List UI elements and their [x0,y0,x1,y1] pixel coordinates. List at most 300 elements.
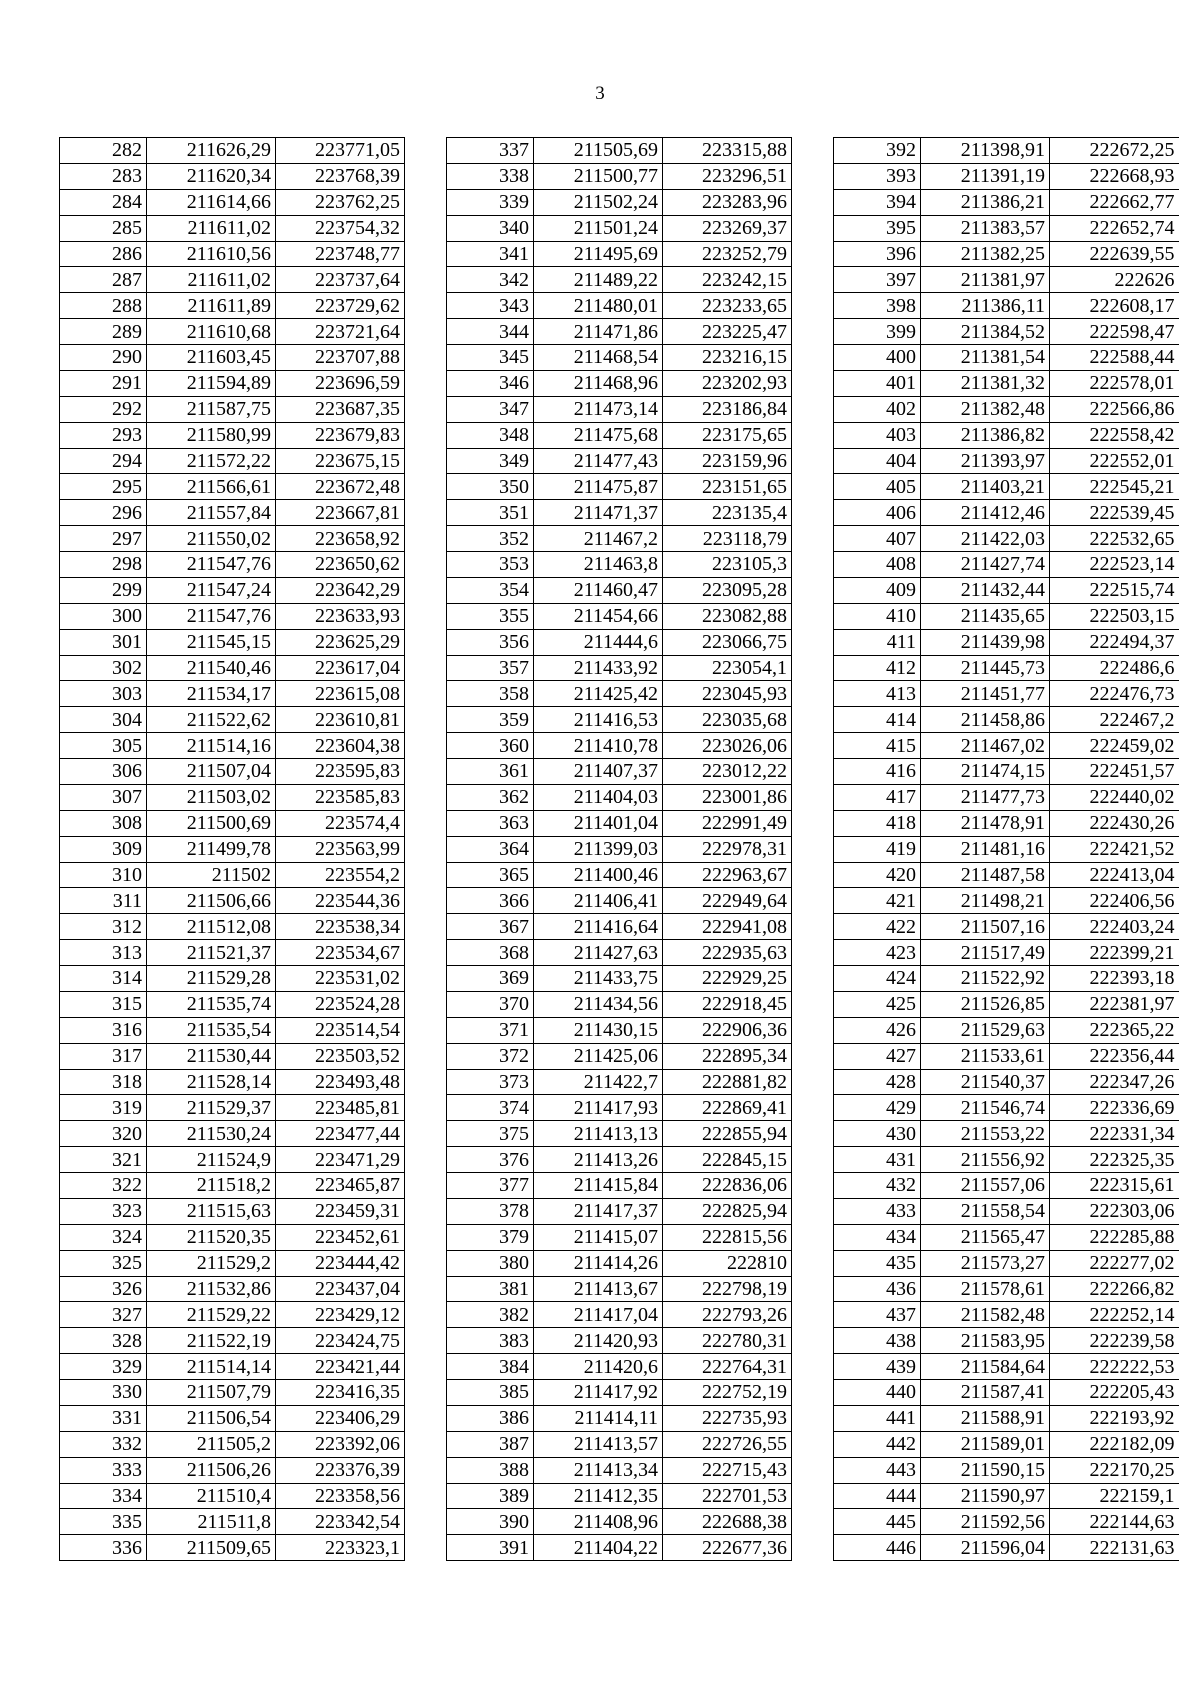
x-coordinate-cell: 211425,42 [534,681,663,707]
table-row [447,345,792,371]
point-number-cell: 403 [834,422,921,448]
y-coordinate-cell: 222406,56 [1050,888,1179,914]
y-coordinate-cell: 222421,52 [1050,836,1179,862]
point-number-cell: 366 [447,888,534,914]
x-coordinate-cell: 211584,64 [921,1354,1050,1380]
table-row [834,267,1179,293]
table-row [447,1017,792,1043]
point-number-cell: 317 [60,1043,147,1069]
x-coordinate-cell: 211413,26 [534,1147,663,1173]
x-coordinate-cell: 211506,66 [147,888,276,914]
point-number-cell: 397 [834,267,921,293]
point-number-cell: 305 [60,733,147,759]
x-coordinate-cell: 211505,2 [147,1431,276,1457]
y-coordinate-cell: 223175,65 [663,422,792,448]
y-coordinate-cell: 222523,14 [1050,552,1179,578]
y-coordinate-cell: 223358,56 [276,1483,405,1509]
y-coordinate-cell: 223514,54 [276,1017,405,1043]
point-number-cell: 435 [834,1250,921,1276]
point-number-cell: 297 [60,526,147,552]
point-number-cell: 326 [60,1276,147,1302]
table-row [447,189,792,215]
y-coordinate-cell: 222963,67 [663,862,792,888]
x-coordinate-cell: 211557,84 [147,500,276,526]
y-coordinate-cell: 222399,21 [1050,940,1179,966]
table-row [447,1224,792,1250]
table-row [60,1069,405,1095]
x-coordinate-cell: 211391,19 [921,163,1050,189]
table-row [60,1483,405,1509]
y-coordinate-cell: 222539,45 [1050,500,1179,526]
y-coordinate-cell: 222715,43 [663,1457,792,1483]
y-coordinate-cell: 222170,25 [1050,1457,1179,1483]
point-number-cell: 425 [834,991,921,1017]
point-number-cell: 432 [834,1173,921,1199]
point-number-cell: 321 [60,1147,147,1173]
table-row [447,1354,792,1380]
table-row [834,526,1179,552]
point-number-cell: 389 [447,1483,534,1509]
y-coordinate-cell: 223342,54 [276,1509,405,1535]
point-number-cell: 345 [447,345,534,371]
x-coordinate-cell: 211587,41 [921,1380,1050,1406]
point-number-cell: 357 [447,655,534,681]
table-row [60,345,405,371]
x-coordinate-cell: 211406,41 [534,888,663,914]
x-coordinate-cell: 211583,95 [921,1328,1050,1354]
table-row [834,1483,1179,1509]
point-number-cell: 283 [60,163,147,189]
point-number-cell: 388 [447,1457,534,1483]
x-coordinate-cell: 211481,16 [921,836,1050,862]
y-coordinate-cell: 222566,86 [1050,396,1179,422]
point-number-cell: 372 [447,1043,534,1069]
x-coordinate-cell: 211590,15 [921,1457,1050,1483]
table-row [60,319,405,345]
point-number-cell: 382 [447,1302,534,1328]
y-coordinate-cell: 222991,49 [663,810,792,836]
x-coordinate-cell: 211417,92 [534,1380,663,1406]
x-coordinate-cell: 211610,56 [147,241,276,267]
x-coordinate-cell: 211381,32 [921,370,1050,396]
x-coordinate-cell: 211471,37 [534,500,663,526]
y-coordinate-cell: 223531,02 [276,966,405,992]
table-row [60,163,405,189]
point-number-cell: 426 [834,1017,921,1043]
x-coordinate-cell: 211529,37 [147,1095,276,1121]
x-coordinate-cell: 211503,02 [147,784,276,810]
table-row [60,500,405,526]
y-coordinate-cell: 223642,29 [276,577,405,603]
x-coordinate-cell: 211477,73 [921,784,1050,810]
point-number-cell: 431 [834,1147,921,1173]
table-row [60,966,405,992]
y-coordinate-cell: 223225,47 [663,319,792,345]
y-coordinate-cell: 223444,42 [276,1250,405,1276]
x-coordinate-cell: 211413,57 [534,1431,663,1457]
table-row [834,1509,1179,1535]
table-row [60,1431,405,1457]
table-row [447,500,792,526]
point-number-cell: 437 [834,1302,921,1328]
y-coordinate-cell: 223633,93 [276,603,405,629]
x-coordinate-cell: 211603,45 [147,345,276,371]
point-number-cell: 306 [60,759,147,785]
table-row [834,474,1179,500]
y-coordinate-cell: 222881,82 [663,1069,792,1095]
x-coordinate-cell: 211547,24 [147,577,276,603]
table-row [447,1302,792,1328]
x-coordinate-cell: 211399,03 [534,836,663,862]
table-row [60,1354,405,1380]
y-coordinate-cell: 222949,64 [663,888,792,914]
point-number-cell: 287 [60,267,147,293]
point-number-cell: 358 [447,681,534,707]
point-number-cell: 410 [834,603,921,629]
x-coordinate-cell: 211473,14 [534,396,663,422]
table-row [834,1069,1179,1095]
table-row [447,267,792,293]
y-coordinate-cell: 222941,08 [663,914,792,940]
x-coordinate-cell: 211522,62 [147,707,276,733]
y-coordinate-cell: 222144,63 [1050,1509,1179,1535]
table-row [60,422,405,448]
x-coordinate-cell: 211529,28 [147,966,276,992]
y-coordinate-cell: 223082,88 [663,603,792,629]
x-coordinate-cell: 211529,2 [147,1250,276,1276]
y-coordinate-cell: 223095,28 [663,577,792,603]
x-coordinate-cell: 211468,54 [534,345,663,371]
x-coordinate-cell: 211381,54 [921,345,1050,371]
y-coordinate-cell: 222331,34 [1050,1121,1179,1147]
point-number-cell: 402 [834,396,921,422]
x-coordinate-cell: 211546,74 [921,1095,1050,1121]
point-number-cell: 344 [447,319,534,345]
y-coordinate-cell: 222906,36 [663,1017,792,1043]
x-coordinate-cell: 211495,69 [534,241,663,267]
point-number-cell: 291 [60,370,147,396]
table-row [60,1198,405,1224]
x-coordinate-cell: 211386,21 [921,189,1050,215]
y-coordinate-cell: 222182,09 [1050,1431,1179,1457]
point-number-cell: 347 [447,396,534,422]
x-coordinate-cell: 211611,89 [147,293,276,319]
x-coordinate-cell: 211412,46 [921,500,1050,526]
x-coordinate-cell: 211500,77 [534,163,663,189]
x-coordinate-cell: 211416,64 [534,914,663,940]
table-row [447,629,792,655]
table-row [447,448,792,474]
x-coordinate-cell: 211427,74 [921,552,1050,578]
point-number-cell: 438 [834,1328,921,1354]
x-coordinate-cell: 211620,34 [147,163,276,189]
x-coordinate-cell: 211439,98 [921,629,1050,655]
table-row [60,784,405,810]
x-coordinate-cell: 211415,07 [534,1224,663,1250]
y-coordinate-cell: 223748,77 [276,241,405,267]
point-number-cell: 379 [447,1224,534,1250]
y-coordinate-cell: 222935,63 [663,940,792,966]
point-number-cell: 373 [447,1069,534,1095]
point-number-cell: 346 [447,370,534,396]
point-number-cell: 375 [447,1121,534,1147]
x-coordinate-cell: 211506,26 [147,1457,276,1483]
y-coordinate-cell: 222239,58 [1050,1328,1179,1354]
table-row [447,1069,792,1095]
point-number-cell: 423 [834,940,921,966]
y-coordinate-cell: 222277,02 [1050,1250,1179,1276]
y-coordinate-cell: 222895,34 [663,1043,792,1069]
y-coordinate-cell: 222532,65 [1050,526,1179,552]
x-coordinate-cell: 211578,61 [921,1276,1050,1302]
table-row [447,215,792,241]
point-number-cell: 290 [60,345,147,371]
table-row [60,991,405,1017]
x-coordinate-cell: 211381,97 [921,267,1050,293]
table-row [447,138,792,164]
table-row [60,526,405,552]
table-row [60,1017,405,1043]
table-row [447,1431,792,1457]
x-coordinate-cell: 211413,67 [534,1276,663,1302]
x-coordinate-cell: 211444,6 [534,629,663,655]
y-coordinate-cell: 222494,37 [1050,629,1179,655]
table-row [834,1380,1179,1406]
x-coordinate-cell: 211553,22 [921,1121,1050,1147]
y-coordinate-cell: 222978,31 [663,836,792,862]
table-row [834,603,1179,629]
y-coordinate-cell: 222793,26 [663,1302,792,1328]
table-row [447,1095,792,1121]
point-number-cell: 304 [60,707,147,733]
x-coordinate-cell: 211550,02 [147,526,276,552]
point-number-cell: 412 [834,655,921,681]
point-number-cell: 288 [60,293,147,319]
y-coordinate-cell: 222810 [663,1250,792,1276]
point-number-cell: 349 [447,448,534,474]
y-coordinate-cell: 222486,6 [1050,655,1179,681]
table-row [60,1509,405,1535]
x-coordinate-cell: 211565,47 [921,1224,1050,1250]
table-row [60,733,405,759]
point-number-cell: 368 [447,940,534,966]
x-coordinate-cell: 211521,37 [147,940,276,966]
x-coordinate-cell: 211611,02 [147,267,276,293]
x-coordinate-cell: 211507,79 [147,1380,276,1406]
table-row [834,1302,1179,1328]
point-number-cell: 318 [60,1069,147,1095]
table-row [447,603,792,629]
table-row [447,1043,792,1069]
point-number-cell: 319 [60,1095,147,1121]
y-coordinate-cell: 222578,01 [1050,370,1179,396]
point-number-cell: 329 [60,1354,147,1380]
x-coordinate-cell: 211512,08 [147,914,276,940]
x-coordinate-cell: 211590,97 [921,1483,1050,1509]
y-coordinate-cell: 223687,35 [276,396,405,422]
y-coordinate-cell: 222515,74 [1050,577,1179,603]
x-coordinate-cell: 211478,91 [921,810,1050,836]
x-coordinate-cell: 211507,04 [147,759,276,785]
table-row [447,577,792,603]
point-number-cell: 311 [60,888,147,914]
table-row [834,940,1179,966]
table-row [60,1535,405,1561]
y-coordinate-cell: 223696,59 [276,370,405,396]
table-row [447,1328,792,1354]
table-row [447,1405,792,1431]
y-coordinate-cell: 222205,43 [1050,1380,1179,1406]
table-row [834,1405,1179,1431]
x-coordinate-cell: 211533,61 [921,1043,1050,1069]
point-number-cell: 350 [447,474,534,500]
y-coordinate-cell: 223392,06 [276,1431,405,1457]
table-row [60,888,405,914]
y-coordinate-cell: 223471,29 [276,1147,405,1173]
y-coordinate-cell: 223503,52 [276,1043,405,1069]
x-coordinate-cell: 211412,35 [534,1483,663,1509]
y-coordinate-cell: 223424,75 [276,1328,405,1354]
x-coordinate-cell: 211514,14 [147,1354,276,1380]
table-row [834,215,1179,241]
y-coordinate-cell: 223315,88 [663,138,792,164]
y-coordinate-cell: 222131,63 [1050,1535,1179,1561]
y-coordinate-cell: 222836,06 [663,1173,792,1199]
x-coordinate-cell: 211611,02 [147,215,276,241]
y-coordinate-cell: 222393,18 [1050,966,1179,992]
point-number-cell: 434 [834,1224,921,1250]
point-number-cell: 351 [447,500,534,526]
table-row [834,396,1179,422]
point-number-cell: 384 [447,1354,534,1380]
point-number-cell: 335 [60,1509,147,1535]
y-coordinate-cell: 222677,36 [663,1535,792,1561]
x-coordinate-cell: 211386,11 [921,293,1050,319]
point-number-cell: 325 [60,1250,147,1276]
table-row [447,991,792,1017]
table-row [447,1457,792,1483]
y-coordinate-cell: 222467,2 [1050,707,1179,733]
x-coordinate-cell: 211410,78 [534,733,663,759]
y-coordinate-cell: 222608,17 [1050,293,1179,319]
y-coordinate-cell: 223159,96 [663,448,792,474]
point-number-cell: 430 [834,1121,921,1147]
point-number-cell: 355 [447,603,534,629]
table-row [447,862,792,888]
table-row [834,1250,1179,1276]
point-number-cell: 310 [60,862,147,888]
x-coordinate-cell: 211384,52 [921,319,1050,345]
x-coordinate-cell: 211383,57 [921,215,1050,241]
y-coordinate-cell: 222672,25 [1050,138,1179,164]
table-row [447,474,792,500]
table-row [834,655,1179,681]
y-coordinate-cell: 222662,77 [1050,189,1179,215]
y-coordinate-cell: 223768,39 [276,163,405,189]
table-row [60,836,405,862]
y-coordinate-cell: 222325,35 [1050,1147,1179,1173]
table-row [447,940,792,966]
point-number-cell: 406 [834,500,921,526]
point-number-cell: 445 [834,1509,921,1535]
y-coordinate-cell: 222652,74 [1050,215,1179,241]
x-coordinate-cell: 211515,63 [147,1198,276,1224]
point-number-cell: 332 [60,1431,147,1457]
table-row [834,1457,1179,1483]
x-coordinate-cell: 211500,69 [147,810,276,836]
point-number-cell: 360 [447,733,534,759]
x-coordinate-cell: 211414,11 [534,1405,663,1431]
point-number-cell: 395 [834,215,921,241]
y-coordinate-cell: 223625,29 [276,629,405,655]
y-coordinate-cell: 223437,04 [276,1276,405,1302]
point-number-cell: 424 [834,966,921,992]
y-coordinate-cell: 223202,93 [663,370,792,396]
table-row [447,733,792,759]
point-number-cell: 444 [834,1483,921,1509]
table-row [834,448,1179,474]
table-row [447,759,792,785]
x-coordinate-cell: 211534,17 [147,681,276,707]
table-row [60,1457,405,1483]
y-coordinate-cell: 223026,06 [663,733,792,759]
x-coordinate-cell: 211420,93 [534,1328,663,1354]
table-row [447,422,792,448]
y-coordinate-cell: 223269,37 [663,215,792,241]
table-row [834,733,1179,759]
table-row [834,629,1179,655]
x-coordinate-cell: 211524,9 [147,1147,276,1173]
table-row [60,1173,405,1199]
point-number-cell: 341 [447,241,534,267]
x-coordinate-cell: 211434,56 [534,991,663,1017]
table-row [60,1328,405,1354]
point-number-cell: 299 [60,577,147,603]
y-coordinate-cell: 223762,25 [276,189,405,215]
table-row [60,629,405,655]
y-coordinate-cell: 222815,56 [663,1224,792,1250]
y-coordinate-cell: 223754,32 [276,215,405,241]
table-row [834,784,1179,810]
table-row [834,422,1179,448]
y-coordinate-cell: 222918,45 [663,991,792,1017]
y-coordinate-cell: 223707,88 [276,345,405,371]
table-row [60,1380,405,1406]
table-row [447,836,792,862]
y-coordinate-cell: 223554,2 [276,862,405,888]
y-coordinate-cell: 222588,44 [1050,345,1179,371]
y-coordinate-cell: 222285,88 [1050,1224,1179,1250]
table-row [834,888,1179,914]
y-coordinate-cell: 222451,57 [1050,759,1179,785]
point-number-cell: 386 [447,1405,534,1431]
y-coordinate-cell: 222869,41 [663,1095,792,1121]
point-number-cell: 428 [834,1069,921,1095]
y-coordinate-cell: 223610,81 [276,707,405,733]
point-number-cell: 413 [834,681,921,707]
y-coordinate-cell: 223459,31 [276,1198,405,1224]
point-number-cell: 284 [60,189,147,215]
point-number-cell: 400 [834,345,921,371]
y-coordinate-cell: 222639,55 [1050,241,1179,267]
y-coordinate-cell: 223534,67 [276,940,405,966]
point-number-cell: 353 [447,552,534,578]
table-row [447,810,792,836]
x-coordinate-cell: 211522,19 [147,1328,276,1354]
y-coordinate-cell: 223233,65 [663,293,792,319]
point-number-cell: 441 [834,1405,921,1431]
coordinates-table-3 [833,137,1179,1561]
